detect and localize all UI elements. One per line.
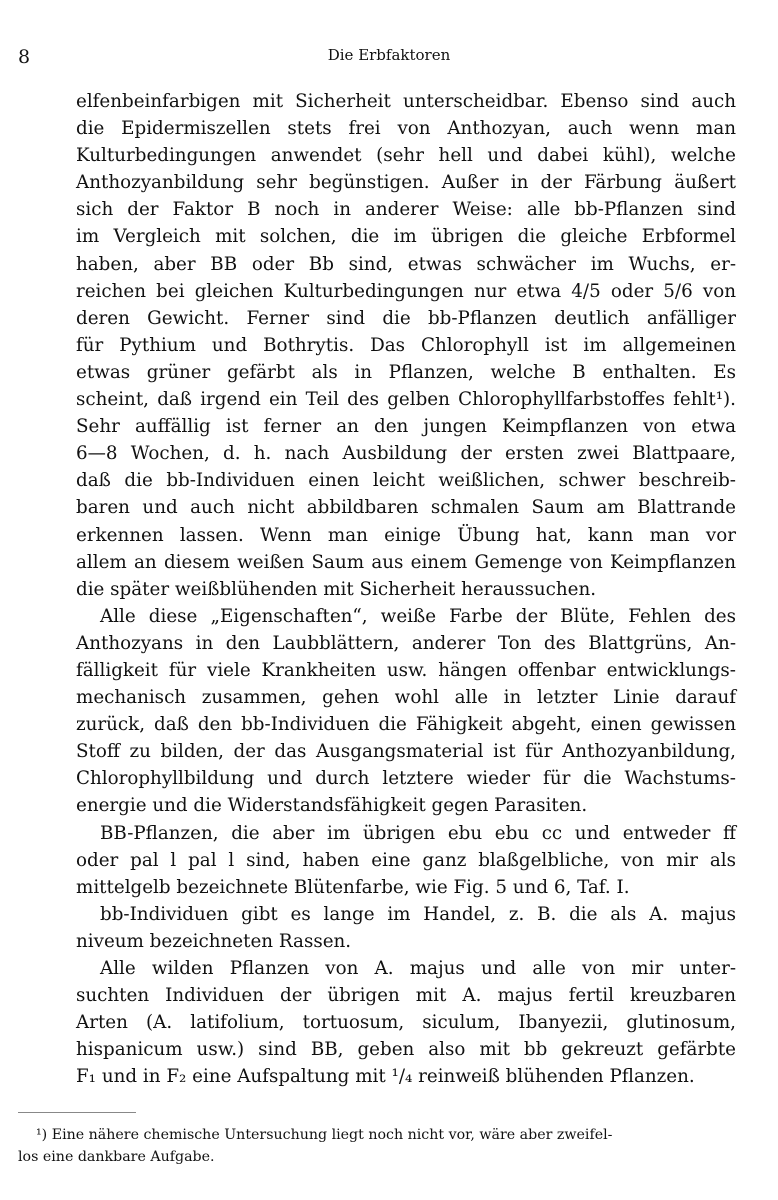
text-line: Arten (A. latifolium, tortuosum, siculum, Ibanyezii, glutinosum, — [76, 1012, 736, 1034]
footnote-1: ¹) Eine nähere chemische Untersuchung liegt noch nicht vor, wäre aber zweifel- — [36, 1127, 613, 1143]
text-line: 6—8 Wochen, d. h. nach Ausbildung der ersten zwei Blattpaare, — [76, 443, 736, 465]
text-line: scheint, daß irgend ein Teil des gelben Chlorophyllfarbstoffes fehlt¹). — [76, 389, 736, 411]
text-line: Anthozyanbildung sehr begünstigen. Außer in der Färbung äußert — [76, 172, 736, 194]
text-line: F₁ und in F₂ eine Aufspaltung mit ¹/₄ reinweiß blühenden Pflanzen. — [76, 1066, 695, 1088]
text-line: niveum bezeichneten Rassen. — [76, 930, 352, 952]
text-line: Anthozyans in den Laubblättern, anderer Ton des Blattgrüns, An- — [76, 632, 736, 654]
text-line: bb-Individuen gibt es lange im Handel, z. B. die als A. majus — [100, 903, 736, 925]
text-line: BB-Pflanzen, die aber im übrigen ebu ebu cc und entweder ff — [100, 822, 736, 844]
text-line: Stoff zu bilden, der das Ausgangsmaterial ist für Anthozyanbildung, — [76, 741, 736, 763]
footnote-1-continuation: los eine dankbare Aufgabe. — [18, 1149, 215, 1165]
footnotes — [18, 1124, 740, 1168]
text-line: mittelgelb bezeichnete Blütenfarbe, wie Fig. 5 und 6, Taf. I. — [76, 876, 630, 898]
text-line: zurück, daß den bb-Individuen die Fähigkeit abgeht, einen gewissen — [76, 714, 736, 736]
text-line: Sehr auffällig ist ferner an den jungen Keimpflanzen von etwa — [76, 416, 736, 438]
text-line: oder pal l pal l sind, haben eine ganz blaßgelbliche, von mir als — [76, 849, 736, 871]
text-line: reichen bei gleichen Kulturbedingungen nur etwa 4/5 oder 5/6 von — [76, 280, 736, 302]
text-line: Chlorophyllbildung und durch letztere wieder für die Wachstums- — [76, 768, 736, 790]
text-line: daß die bb-Individuen einen leicht weißlichen, schwer beschreib- — [76, 470, 736, 492]
text-line: etwas grüner gefärbt als in Pflanzen, welche B enthalten. Es — [76, 361, 736, 383]
text-line: die später weißblühenden mit Sicherheit heraussuchen. — [76, 578, 597, 600]
body-text — [76, 88, 736, 1090]
text-line: Alle wilden Pflanzen von A. majus und alle von mir unter- — [100, 958, 736, 979]
text-line: elfenbeinfarbigen mit Sicherheit unterscheidbar. Ebenso sind auch — [76, 91, 736, 112]
text-line: im Vergleich mit solchen, die im übrigen die gleiche Erbformel — [76, 226, 736, 248]
text-line: Kulturbedingungen anwendet (sehr hell und dabei kühl), welche — [76, 145, 736, 167]
page-number: 8 — [18, 46, 31, 68]
text-line: hispanicum usw.) sind BB, geben also mit bb gekreuzt gefärbte — [76, 1039, 736, 1061]
text-line: fälligkeit für viele Krankheiten usw. hängen offenbar entwicklungs- — [76, 659, 736, 681]
text-line: deren Gewicht. Ferner sind die bb-Pflanzen deutlich anfälliger — [76, 307, 736, 329]
text-line: erkennen lassen. Wenn man einige Übung hat, kann man vor — [76, 524, 736, 546]
text-line: haben, aber BB oder Bb sind, etwas schwächer im Wuchs, er- — [76, 253, 736, 275]
text-line: allem an diesem weißen Saum aus einem Gemenge von Keimpflanzen — [76, 551, 736, 573]
text-line: energie und die Widerstandsfähigkeit gegen Parasiten. — [76, 795, 588, 817]
text-line: sich der Faktor B noch in anderer Weise: alle bb-Pflanzen sind — [76, 199, 736, 221]
footnote-rule — [18, 1112, 136, 1113]
running-head: Die Erbfaktoren — [327, 46, 451, 64]
text-line: mechanisch zusammen, gehen wohl alle in letzter Linie darauf — [76, 687, 736, 709]
text-line: suchten Individuen der übrigen mit A. majus fertil kreuzbaren — [76, 985, 736, 1007]
text-line: baren und auch nicht abbildbaren schmalen Saum am Blattrande — [76, 497, 736, 519]
text-line: für Pythium und Bothrytis. Das Chlorophyll ist im allgemeinen — [76, 334, 736, 356]
text-line: die Epidermiszellen stets frei von Anthozyan, auch wenn man — [76, 118, 736, 140]
text-line: Alle diese „Eigenschaften“, weiße Farbe der Blüte, Fehlen des — [100, 605, 736, 627]
